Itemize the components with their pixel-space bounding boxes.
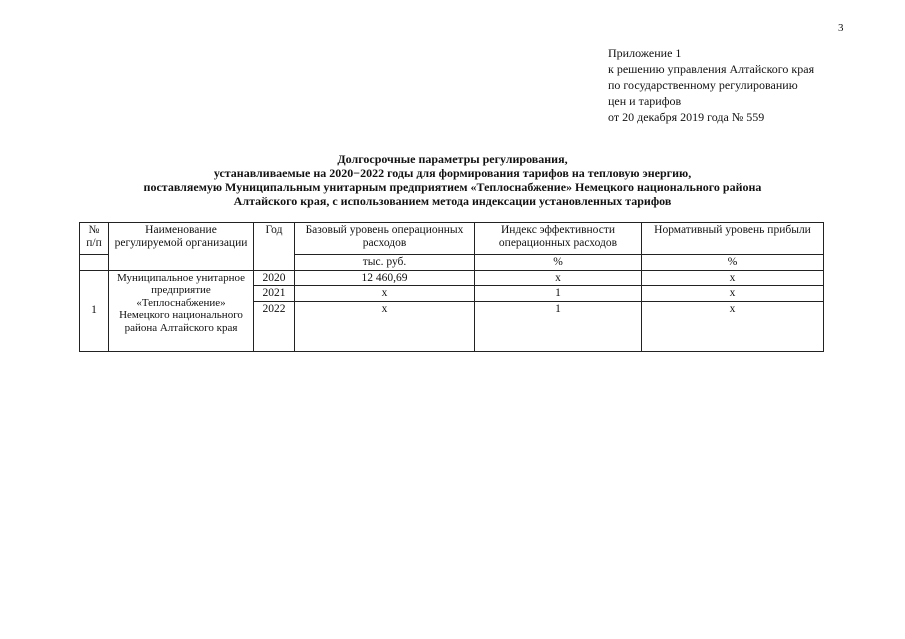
table-row bbox=[80, 270, 824, 286]
cell-base: х bbox=[295, 301, 475, 351]
cell-year: 2020 bbox=[254, 270, 295, 286]
header-org: Наименование регулируемой организации bbox=[109, 223, 254, 271]
unit-profit: % bbox=[642, 255, 824, 271]
page-number: 3 bbox=[838, 22, 844, 34]
table-header-row bbox=[80, 223, 824, 255]
cell-base: х bbox=[295, 286, 475, 302]
parameters-table bbox=[79, 222, 824, 352]
header-base: Базовый уровень операционных расходов bbox=[295, 223, 475, 255]
title-line: поставляемую Муниципальным унитарным предприятием «Теплоснабжение» Немецкого национального района bbox=[143, 180, 762, 194]
unit-index: % bbox=[475, 255, 642, 271]
cell-index: 1 bbox=[475, 301, 642, 351]
cell-year: 2022 bbox=[254, 301, 295, 351]
header-index: Индекс эффективности операционных расходов bbox=[475, 223, 642, 255]
appendix-block bbox=[608, 45, 814, 125]
header-profit: Нормативный уровень прибыли bbox=[642, 223, 824, 255]
document-title bbox=[80, 152, 825, 208]
header-num-cont bbox=[80, 255, 109, 271]
header-num: № п/п bbox=[80, 223, 109, 255]
cell-index: 1 bbox=[475, 286, 642, 302]
cell-year: 2021 bbox=[254, 286, 295, 302]
appendix-line: от 20 декабря 2019 года № 559 bbox=[608, 110, 765, 124]
appendix-line: Приложение 1 bbox=[608, 46, 682, 60]
appendix-line: по государственному регулированию bbox=[608, 78, 798, 92]
title-line: устанавливаемые на 2020−2022 годы для формирования тарифов на тепловую энергию, bbox=[213, 166, 692, 180]
unit-base: тыс. руб. bbox=[295, 255, 475, 271]
cell-profit: х bbox=[642, 286, 824, 302]
title-line: Алтайского края, с использованием метода индексации установленных тарифов bbox=[233, 194, 672, 208]
cell-base: 12 460,69 bbox=[295, 270, 475, 286]
cell-profit: х bbox=[642, 301, 824, 351]
appendix-line: к решению управления Алтайского края bbox=[608, 62, 815, 76]
title-line: Долгосрочные параметры регулирования, bbox=[337, 152, 568, 166]
organization-name: Муниципальное унитарное предприятие «Теплоснабжение» Немецкого национального района Алтайского края bbox=[109, 270, 254, 351]
row-number: 1 bbox=[80, 270, 109, 351]
appendix-line: цен и тарифов bbox=[608, 94, 682, 108]
header-year: Год bbox=[254, 223, 295, 271]
cell-profit: х bbox=[642, 270, 824, 286]
cell-index: х bbox=[475, 270, 642, 286]
